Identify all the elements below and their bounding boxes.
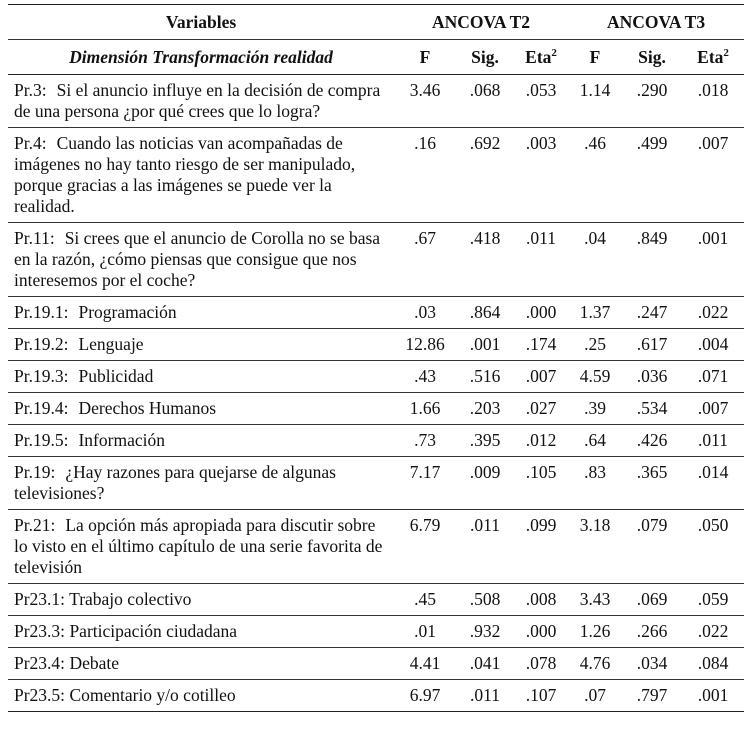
t2-f-value: .73 xyxy=(394,425,456,457)
question-code: Pr.19.5: xyxy=(14,430,69,450)
t2-eta-value: .027 xyxy=(514,393,568,425)
t3-f-value: .83 xyxy=(568,457,622,510)
t3-sig-value: .365 xyxy=(622,457,682,510)
question-text: Si el anuncio influye en la decisión de compra de una persona ¿por qué crees que lo logra? xyxy=(14,80,381,121)
ancova-table xyxy=(8,4,744,712)
t3-sig-value: .290 xyxy=(622,75,682,128)
question-code: Pr.19.4: xyxy=(14,398,69,418)
question-text: ¿Hay razones para quejarse de algunas televisiones? xyxy=(14,462,336,503)
t2-sig-value: .932 xyxy=(456,616,514,648)
t3-sig-value: .079 xyxy=(622,510,682,584)
t2-eta-value: .174 xyxy=(514,329,568,361)
t2-f-value: .67 xyxy=(394,223,456,297)
t2-sig-value: .011 xyxy=(456,510,514,584)
t3-f-value: .04 xyxy=(568,223,622,297)
t3-sig-value: .617 xyxy=(622,329,682,361)
t2-eta-value: .007 xyxy=(514,361,568,393)
t2-f-value: .16 xyxy=(394,128,456,223)
variable-cell xyxy=(8,223,394,297)
question-code: Pr.4: xyxy=(14,133,47,153)
variable-cell xyxy=(8,393,394,425)
variable-cell xyxy=(8,361,394,393)
variable-cell xyxy=(8,616,394,648)
t3-f-value: .39 xyxy=(568,393,622,425)
t3-sig-value: .499 xyxy=(622,128,682,223)
t2-eta-value: .011 xyxy=(514,223,568,297)
question-text: Debate xyxy=(69,653,119,673)
question-text: La opción más apropiada para discutir sobre lo visto en el último capítulo de una serie favorita de televisión xyxy=(14,515,383,577)
variable-cell xyxy=(8,457,394,510)
question-text: Comentario y/o cotilleo xyxy=(69,685,236,705)
t3-f-value: 4.59 xyxy=(568,361,622,393)
t3-f-value: 4.76 xyxy=(568,648,622,680)
ancova-t2-header: ANCOVA T2 xyxy=(394,5,568,40)
t2-eta-value: .003 xyxy=(514,128,568,223)
variable-cell xyxy=(8,329,394,361)
t2-sig-value: .203 xyxy=(456,393,514,425)
t2-sig-value: .011 xyxy=(456,680,514,712)
t2-sig-value: .692 xyxy=(456,128,514,223)
question-text: Derechos Humanos xyxy=(78,398,216,418)
table-row xyxy=(8,393,744,425)
t2-eta-value: .078 xyxy=(514,648,568,680)
question-code: Pr23.3: xyxy=(14,621,66,641)
t3-f-header: F xyxy=(568,40,622,75)
t3-sig-value: .266 xyxy=(622,616,682,648)
question-code: Pr.19.3: xyxy=(14,366,69,386)
header-row-columns xyxy=(8,40,744,75)
dimension-header: Dimensión Transformación realidad xyxy=(8,40,394,75)
table-row xyxy=(8,584,744,616)
t3-sig-header: Sig. xyxy=(622,40,682,75)
t2-sig-value: .395 xyxy=(456,425,514,457)
t3-eta-value: .007 xyxy=(682,393,744,425)
question-code: Pr23.4: xyxy=(14,653,66,673)
t3-eta-value: .001 xyxy=(682,223,744,297)
variable-cell xyxy=(8,128,394,223)
table-row xyxy=(8,361,744,393)
header-row-groups xyxy=(8,5,744,40)
table-row xyxy=(8,616,744,648)
table-row xyxy=(8,680,744,712)
t3-f-value: 1.26 xyxy=(568,616,622,648)
t2-eta-value: .105 xyxy=(514,457,568,510)
t2-sig-value: .516 xyxy=(456,361,514,393)
t2-f-value: 4.41 xyxy=(394,648,456,680)
t2-f-value: 7.17 xyxy=(394,457,456,510)
question-code: Pr.21: xyxy=(14,515,56,535)
t3-sig-value: .426 xyxy=(622,425,682,457)
t2-f-value: .45 xyxy=(394,584,456,616)
variable-cell xyxy=(8,680,394,712)
t3-sig-value: .036 xyxy=(622,361,682,393)
question-code: Pr.19.2: xyxy=(14,334,69,354)
t2-eta-superscript: 2 xyxy=(551,46,557,59)
t3-eta-value: .059 xyxy=(682,584,744,616)
table-row xyxy=(8,648,744,680)
t3-eta-value: .014 xyxy=(682,457,744,510)
t3-eta-value: .050 xyxy=(682,510,744,584)
table-row xyxy=(8,75,744,128)
variables-header: Variables xyxy=(8,5,394,40)
t2-eta-label: Eta xyxy=(525,46,552,67)
table-row xyxy=(8,329,744,361)
t3-sig-value: .069 xyxy=(622,584,682,616)
t3-eta-value: .007 xyxy=(682,128,744,223)
variable-cell xyxy=(8,425,394,457)
table-row xyxy=(8,223,744,297)
variable-cell xyxy=(8,510,394,584)
t3-eta-value: .084 xyxy=(682,648,744,680)
t3-f-value: 1.37 xyxy=(568,297,622,329)
t3-f-value: .46 xyxy=(568,128,622,223)
t2-eta-value: .012 xyxy=(514,425,568,457)
t3-f-value: .07 xyxy=(568,680,622,712)
question-text: Información xyxy=(78,430,165,450)
table-row xyxy=(8,510,744,584)
t3-eta-value: .071 xyxy=(682,361,744,393)
t2-sig-value: .041 xyxy=(456,648,514,680)
variable-cell xyxy=(8,584,394,616)
t3-eta-value: .018 xyxy=(682,75,744,128)
t2-f-value: 12.86 xyxy=(394,329,456,361)
question-code: Pr.11: xyxy=(14,228,55,248)
question-text: Si crees que el anuncio de Corolla no se basa en la razón, ¿cómo piensas que consigue que nos interesemos por el coche? xyxy=(14,228,381,290)
t2-sig-value: .068 xyxy=(456,75,514,128)
t2-sig-value: .864 xyxy=(456,297,514,329)
t3-eta-label: Eta xyxy=(697,46,724,67)
t2-f-value: 6.97 xyxy=(394,680,456,712)
t3-eta-superscript: 2 xyxy=(723,46,729,59)
t3-eta-value: .011 xyxy=(682,425,744,457)
question-code: Pr.19.1: xyxy=(14,302,69,322)
t2-f-value: .43 xyxy=(394,361,456,393)
t2-f-value: 6.79 xyxy=(394,510,456,584)
t3-f-value: 1.14 xyxy=(568,75,622,128)
t2-eta-value: .000 xyxy=(514,297,568,329)
question-code: Pr23.5: xyxy=(14,685,66,705)
t3-eta-value: .001 xyxy=(682,680,744,712)
question-text: Participación ciudadana xyxy=(69,621,238,641)
variable-cell xyxy=(8,297,394,329)
table-row xyxy=(8,425,744,457)
t2-f-header: F xyxy=(394,40,456,75)
t2-sig-value: .001 xyxy=(456,329,514,361)
question-code: Pr23.1: xyxy=(14,589,66,609)
question-text: Publicidad xyxy=(78,366,154,386)
t3-sig-value: .797 xyxy=(622,680,682,712)
table-row xyxy=(8,457,744,510)
table-row xyxy=(8,297,744,329)
t2-sig-header: Sig. xyxy=(456,40,514,75)
t3-f-value: 3.43 xyxy=(568,584,622,616)
question-text: Cuando las noticias van acompañadas de imágenes no hay tanto riesgo de ser manipulado, porque gracias a las imágenes se puede ver la realidad. xyxy=(14,133,356,216)
table-row xyxy=(8,128,744,223)
t3-eta-value: .022 xyxy=(682,616,744,648)
t2-eta-value: .107 xyxy=(514,680,568,712)
t3-f-value: 3.18 xyxy=(568,510,622,584)
t3-sig-value: .849 xyxy=(622,223,682,297)
t3-eta-header xyxy=(682,40,744,75)
t2-sig-value: .508 xyxy=(456,584,514,616)
t2-sig-value: .418 xyxy=(456,223,514,297)
t2-eta-value: .000 xyxy=(514,616,568,648)
t2-f-value: .03 xyxy=(394,297,456,329)
t3-f-value: .25 xyxy=(568,329,622,361)
table-body xyxy=(8,75,744,712)
t2-f-value: .01 xyxy=(394,616,456,648)
t3-eta-value: .022 xyxy=(682,297,744,329)
t3-eta-value: .004 xyxy=(682,329,744,361)
t2-eta-value: .099 xyxy=(514,510,568,584)
question-text: Programación xyxy=(78,302,177,322)
t3-sig-value: .247 xyxy=(622,297,682,329)
question-text: Trabajo colectivo xyxy=(69,589,192,609)
ancova-t3-header: ANCOVA T3 xyxy=(568,5,744,40)
t2-eta-header xyxy=(514,40,568,75)
variable-cell xyxy=(8,648,394,680)
t3-f-value: .64 xyxy=(568,425,622,457)
t3-sig-value: .034 xyxy=(622,648,682,680)
t3-sig-value: .534 xyxy=(622,393,682,425)
question-code: Pr.3: xyxy=(14,80,47,100)
question-text: Lenguaje xyxy=(78,334,144,354)
t2-eta-value: .008 xyxy=(514,584,568,616)
t2-sig-value: .009 xyxy=(456,457,514,510)
t2-eta-value: .053 xyxy=(514,75,568,128)
variable-cell xyxy=(8,75,394,128)
t2-f-value: 3.46 xyxy=(394,75,456,128)
t2-f-value: 1.66 xyxy=(394,393,456,425)
question-code: Pr.19: xyxy=(14,462,56,482)
